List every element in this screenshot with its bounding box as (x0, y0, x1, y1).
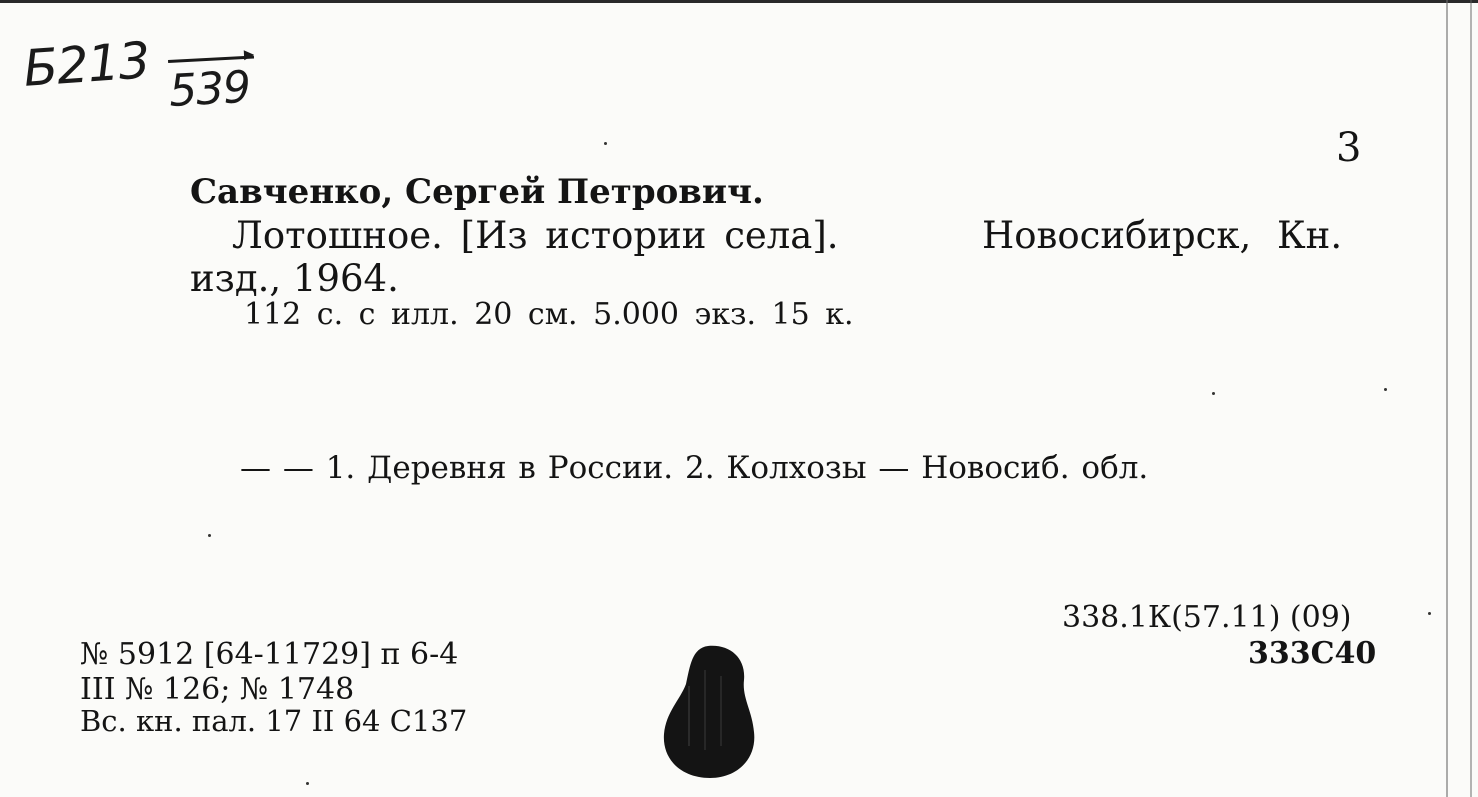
author-heading: Савченко, Сергей Петрович. (190, 172, 764, 212)
paper-speck (1212, 392, 1215, 395)
handwritten-number: Б213 (21, 31, 152, 98)
handwritten-subnumber: 539 (167, 61, 252, 117)
classification-number: 338.1К(57.11) (09) (1062, 600, 1352, 635)
book-chamber-line: Вс. кн. пал. 17 II 64 С137 (80, 704, 468, 738)
paper-speck (604, 142, 607, 145)
subject-tracings: — — 1. Деревня в России. 2. Колхозы — Новосиб. обл. (240, 450, 1149, 486)
imprint-continuation: изд., 1964. (190, 257, 399, 300)
registry-line: III № 126; № 1748 (80, 672, 355, 707)
paper-speck (208, 534, 211, 537)
paper-speck (1384, 388, 1387, 391)
record-number-line: № 5912 [64-11729] п 6-4 (80, 637, 459, 672)
paper-speck (1428, 612, 1431, 615)
handwritten-arrowhead (244, 50, 255, 61)
paper-speck (306, 782, 309, 785)
card-right-edge-outer (1470, 0, 1472, 797)
imprint-line: Новосибирск, Кн. (982, 214, 1343, 257)
ink-stain (660, 640, 760, 780)
card-number: 3 (1336, 125, 1362, 171)
title-line: Лотошное. [Из истории села]. (232, 214, 839, 257)
author-mark: 333С40 (1248, 636, 1377, 671)
collation-line: 112 с. с илл. 20 см. 5.000 экз. 15 к. (244, 297, 854, 332)
card-right-edge (1446, 0, 1448, 797)
card-top-edge (0, 0, 1478, 3)
